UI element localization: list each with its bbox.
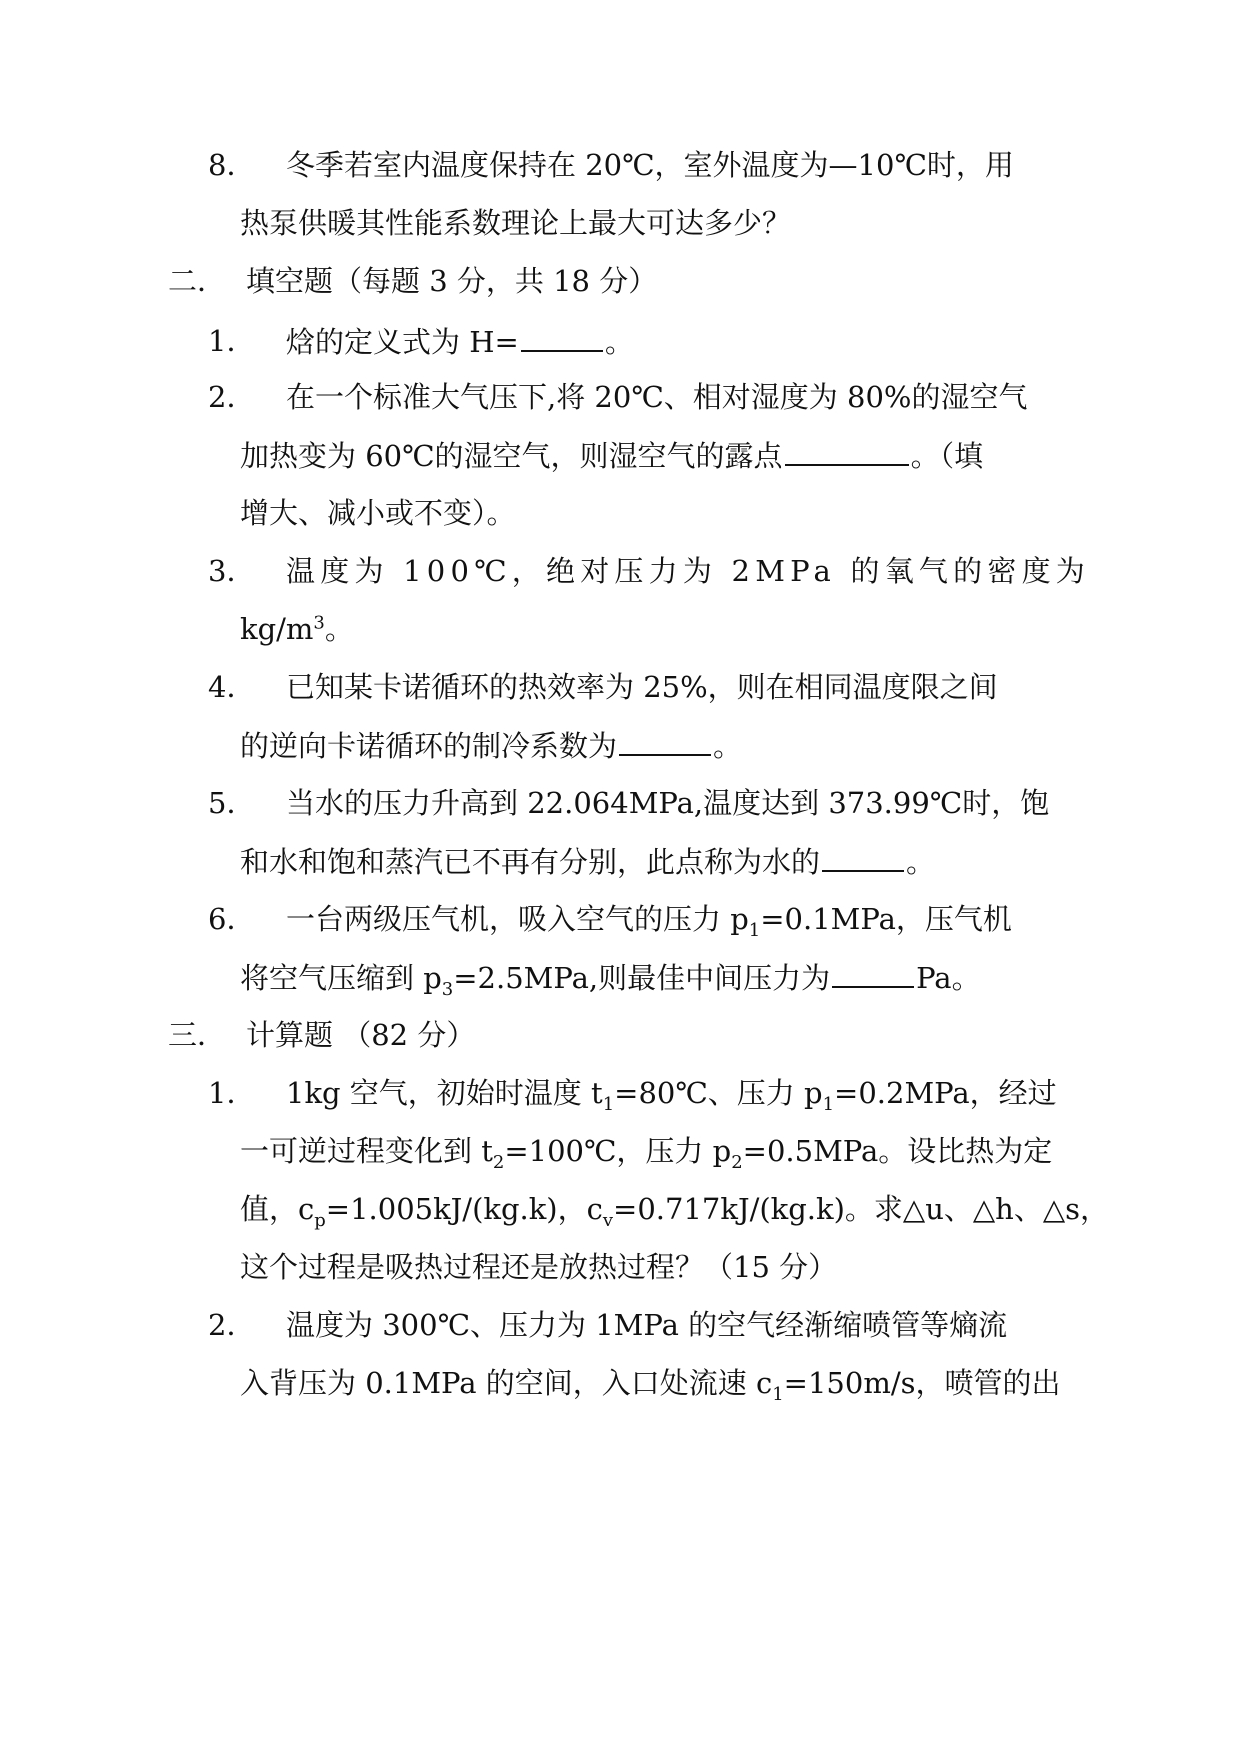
subscript: 1	[748, 919, 761, 941]
question-number: 2．	[208, 380, 256, 414]
question-text	[240, 842, 935, 881]
question-text	[240, 1364, 1061, 1405]
question-text	[286, 1074, 1057, 1115]
section-number: 三．	[168, 1018, 227, 1052]
text-run: Pa。	[916, 961, 981, 995]
subscript: 1	[602, 1093, 615, 1115]
answer-blank[interactable]	[521, 322, 603, 352]
text-run: =150m/s，喷管的出	[783, 1366, 1061, 1400]
question-text	[286, 322, 634, 361]
question-number: 4．	[208, 670, 256, 704]
superscript: 3	[313, 612, 325, 634]
section-number: 二．	[168, 264, 227, 298]
question-text	[240, 1190, 1110, 1231]
answer-blank[interactable]	[832, 958, 914, 988]
subscript: p	[314, 1209, 326, 1231]
question-number: 8．	[208, 148, 256, 182]
question-text: 热泵供暖其性能系数理论上最大可达多少？	[240, 206, 792, 240]
text-run: =0.2MPa，经过	[834, 1076, 1057, 1110]
text-run: =100℃，压力 p	[504, 1134, 732, 1168]
text-run: =80℃、压力 p	[614, 1076, 823, 1110]
question-text: 冬季若室内温度保持在 20℃，室外温度为—10℃时，用	[286, 148, 1014, 182]
question-number: 2．	[208, 1308, 256, 1342]
question-text: 温度为 300℃、压力为 1MPa 的空气经渐缩喷管等熵流	[286, 1308, 1008, 1342]
question-text-before: 的逆向卡诺循环的制冷系数为	[240, 729, 618, 763]
question-text-after: 。	[604, 325, 634, 359]
subscript: 2	[492, 1151, 505, 1173]
subscript: 2	[731, 1151, 743, 1173]
text-run: =0.1MPa，压气机	[760, 902, 1012, 936]
text-run: 一台两级压气机，吸入空气的压力 p	[286, 902, 749, 936]
question-text-before: 加热变为 60℃的湿空气，则湿空气的露点	[240, 439, 783, 473]
question-text	[240, 436, 983, 475]
question-text	[240, 726, 742, 765]
text-run: =0.5MPa。设比热为定	[742, 1134, 1053, 1168]
question-text	[240, 1132, 1053, 1173]
question-text: 温度为 100℃，绝对压力为 2MPa 的氧气的密度为	[286, 554, 1091, 588]
text-run: 值，c	[240, 1192, 315, 1226]
question-number: 1．	[208, 1076, 256, 1110]
subscript: 1	[772, 1383, 784, 1405]
question-text-after: 。	[713, 729, 743, 763]
question-text: 已知某卡诺循环的热效率为 25%，则在相同温度限之间	[286, 670, 998, 704]
text-run: =0.717kJ/(kg.k)。求△u、△h、△s，	[613, 1192, 1110, 1226]
question-text: 增大、减小或不变）。	[240, 496, 516, 530]
question-number: 3．	[208, 554, 256, 588]
question-text: 当水的压力升高到 22.064MPa,温度达到 373.99℃时，饱	[286, 786, 1050, 820]
question-number: 6．	[208, 902, 256, 936]
text-run: 一可逆过程变化到 t	[240, 1134, 493, 1168]
question-text	[240, 958, 981, 1000]
question-text-before: 焓的定义式为 H=	[286, 325, 519, 359]
section-title: 填空题（每题 3 分，共 18 分）	[246, 264, 658, 298]
question-text-after: 。（填	[910, 439, 984, 473]
subscript: 1	[822, 1093, 835, 1115]
question-text-before: 和水和饱和蒸汽已不再有分别，此点称为水的	[240, 845, 821, 879]
answer-blank[interactable]	[822, 842, 904, 872]
question-text-after: 。	[906, 845, 936, 879]
question-number: 5．	[208, 786, 256, 820]
answer-blank[interactable]	[619, 726, 711, 756]
text-run: 将空气压缩到 p	[240, 961, 442, 995]
question-text	[286, 900, 1012, 941]
unit-text: kg/m	[240, 612, 314, 646]
question-text: 在一个标准大气压下,将 20℃、相对湿度为 80%的湿空气	[286, 380, 1028, 414]
text-run: =2.5MPa,则最佳中间压力为	[453, 961, 831, 995]
text-run: 入背压为 0.1MPa 的空间，入口处流速 c	[240, 1366, 773, 1400]
text-run: =1.005kJ/(kg.k)，c	[325, 1192, 603, 1226]
answer-blank[interactable]	[785, 436, 909, 466]
question-text-after: 。	[324, 612, 354, 646]
subscript: 3	[441, 978, 454, 1000]
question-text: 这个过程是吸热过程还是放热过程？（15 分）	[240, 1250, 838, 1284]
section-title: 计算题 （82 分）	[246, 1018, 476, 1052]
question-number: 1．	[208, 324, 256, 358]
question-text	[240, 610, 354, 648]
text-run: 1kg 空气，初始时温度 t	[286, 1076, 603, 1110]
subscript: v	[602, 1209, 614, 1231]
